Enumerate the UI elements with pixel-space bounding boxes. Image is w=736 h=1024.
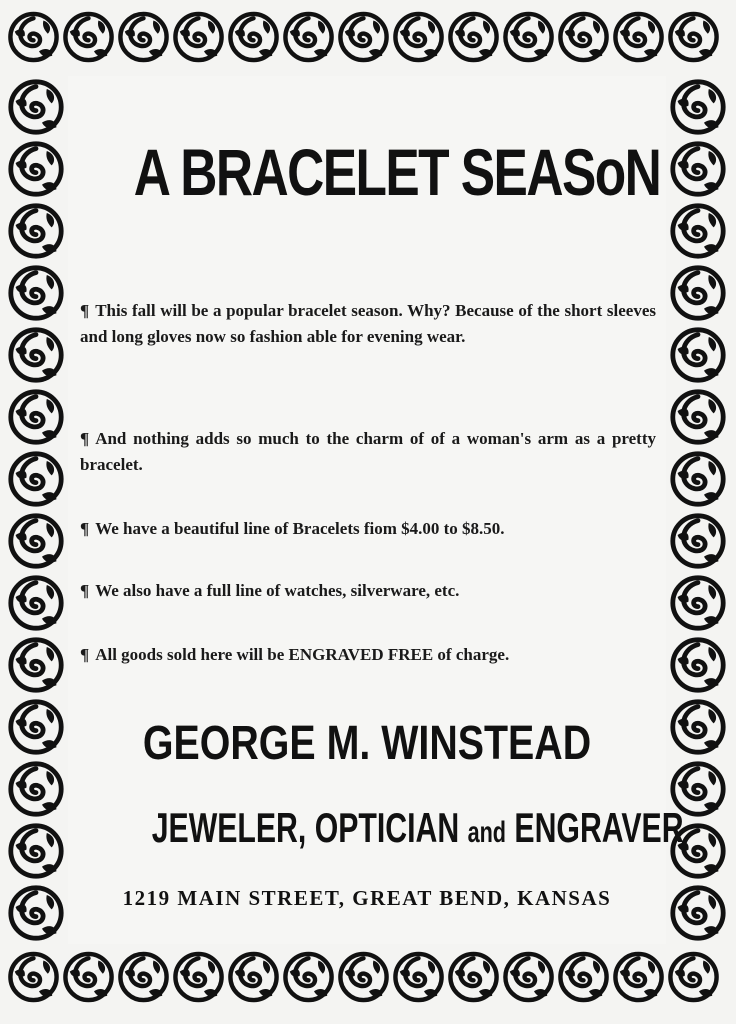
ad-body	[68, 76, 684, 944]
advertisement	[6, 4, 728, 1016]
paragraph-2: ¶ And nothing adds so much to the charm of of a woman's arm as a pretty bracelet.	[80, 429, 656, 474]
headline: A BRACELET SEASoN	[133, 135, 661, 209]
swirl-ornament-icon	[6, 758, 66, 820]
swirl-ornament-icon	[391, 4, 446, 70]
swirl-ornament-icon	[668, 200, 728, 262]
swirl-ornament-icon	[116, 944, 171, 1010]
swirl-ornament-icon	[668, 882, 728, 944]
swirl-ornament-icon	[556, 4, 611, 70]
swirl-ornament-icon	[116, 4, 171, 70]
swirl-ornament-icon	[668, 76, 728, 138]
swirl-ornament-icon	[611, 4, 666, 70]
ornamental-border-left	[6, 76, 66, 944]
swirl-ornament-icon	[6, 262, 66, 324]
swirl-ornament-icon	[666, 4, 721, 70]
swirl-ornament-icon	[6, 572, 66, 634]
pilcrow-icon: ¶	[80, 301, 90, 320]
paragraph-4: ¶ We also have a full line of watches, silverware, etc.	[80, 581, 460, 600]
swirl-ornament-icon	[6, 324, 66, 386]
swirl-ornament-icon	[668, 510, 728, 572]
paragraph-1: ¶ This fall will be a popular bracelet season. Why? Because of the short sleeves and long gloves now so fashion able for evening wear.	[80, 301, 656, 346]
swirl-ornament-icon	[226, 4, 281, 70]
pilcrow-icon: ¶	[80, 581, 90, 600]
swirl-ornament-icon	[668, 634, 728, 696]
paragraph-3: ¶ We have a beautiful line of Bracelets fiom $4.00 to $8.50.	[80, 519, 505, 538]
swirl-ornament-icon	[6, 4, 61, 70]
swirl-ornament-icon	[281, 944, 336, 1010]
pilcrow-icon: ¶	[80, 429, 90, 448]
ornamental-border-top	[6, 4, 728, 76]
swirl-ornament-icon	[391, 944, 446, 1010]
swirl-ornament-icon	[446, 944, 501, 1010]
ornamental-border-bottom	[6, 944, 728, 1016]
swirl-ornament-icon	[501, 944, 556, 1010]
swirl-ornament-icon	[61, 4, 116, 70]
swirl-ornament-icon	[668, 696, 728, 758]
swirl-ornament-icon	[6, 200, 66, 262]
pilcrow-icon: ¶	[80, 645, 90, 664]
business-trade: JEWELER, OPTICIAN and ENGRAVER	[151, 804, 684, 851]
swirl-ornament-icon	[171, 4, 226, 70]
business-address: 1219 MAIN STREET, GREAT BEND, KANSAS	[122, 886, 612, 910]
swirl-ornament-icon	[668, 572, 728, 634]
swirl-ornament-icon	[226, 944, 281, 1010]
swirl-ornament-icon	[666, 944, 721, 1010]
swirl-ornament-icon	[668, 324, 728, 386]
swirl-ornament-icon	[61, 944, 116, 1010]
swirl-ornament-icon	[6, 76, 66, 138]
paragraph-5: ¶ All goods sold here will be ENGRAVED FREE of charge.	[80, 645, 510, 664]
swirl-ornament-icon	[668, 138, 728, 200]
swirl-ornament-icon	[6, 386, 66, 448]
swirl-ornament-icon	[668, 262, 728, 324]
swirl-ornament-icon	[336, 4, 391, 70]
swirl-ornament-icon	[336, 944, 391, 1010]
swirl-ornament-icon	[6, 448, 66, 510]
swirl-ornament-icon	[6, 696, 66, 758]
pilcrow-icon: ¶	[80, 519, 90, 538]
swirl-ornament-icon	[556, 944, 611, 1010]
swirl-ornament-icon	[6, 882, 66, 944]
swirl-ornament-icon	[6, 944, 61, 1010]
swirl-ornament-icon	[446, 4, 501, 70]
business-name: GEORGE M. WINSTEAD	[142, 717, 592, 770]
swirl-ornament-icon	[6, 138, 66, 200]
swirl-ornament-icon	[611, 944, 666, 1010]
swirl-ornament-icon	[6, 820, 66, 882]
swirl-ornament-icon	[281, 4, 336, 70]
swirl-ornament-icon	[501, 4, 556, 70]
swirl-ornament-icon	[6, 634, 66, 696]
swirl-ornament-icon	[6, 510, 66, 572]
swirl-ornament-icon	[668, 386, 728, 448]
swirl-ornament-icon	[171, 944, 226, 1010]
swirl-ornament-icon	[668, 448, 728, 510]
